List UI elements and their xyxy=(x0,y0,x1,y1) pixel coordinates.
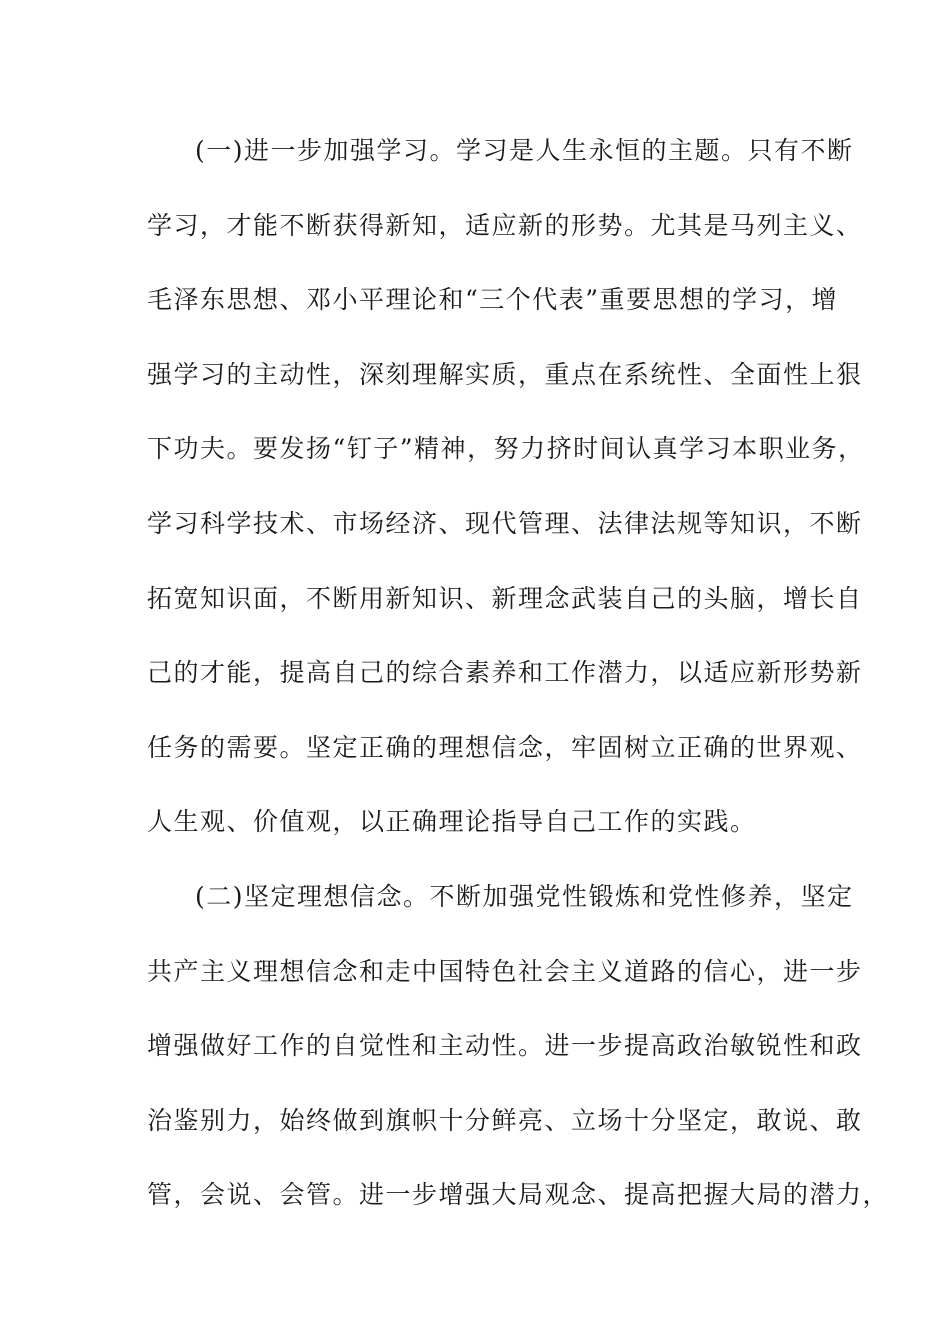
paragraph-2-line-4: 治鉴别力，始终做到旗帜十分鲜亮、立场十分坚定，敢说、敢 xyxy=(147,1105,863,1135)
paragraph-1-line-6: 学习科学技术、市场经济、现代管理、法律法规等知识，不断 xyxy=(147,508,863,538)
paragraph-1-line-5: 下功夫。要发扬“钉子”精神，努力挤时间认真学习本职业务， xyxy=(147,434,865,464)
paragraph-1-line-2: 学习，才能不断获得新知，适应新的形势。尤其是马列主义、 xyxy=(147,210,863,240)
paragraph-1-line-9: 任务的需要。坚定正确的理想信念，牢固树立正确的世界观、 xyxy=(147,732,863,762)
paragraph-1-line-7: 拓宽知识面，不断用新知识、新理念武装自己的头脑，增长自 xyxy=(147,583,863,613)
paragraph-2-line-3: 增强做好工作的自觉性和主动性。进一步提高政治敏锐性和政 xyxy=(147,1031,863,1061)
paragraph-1-line-4: 强学习的主动性，深刻理解实质，重点在系统性、全面性上狠 xyxy=(147,359,863,389)
paragraph-2-line-5: 管，会说、会管。进一步增强大局观念、提高把握大局的潜力， xyxy=(147,1180,890,1210)
paragraph-2-line-2: 共产主义理想信念和走中国特色社会主义道路的信心，进一步 xyxy=(147,956,863,986)
document-body xyxy=(147,128,890,1247)
paragraph-2-line-1: (二)坚定理想信念。不断加强党性锻炼和党性修养，坚定 xyxy=(195,881,854,911)
paragraph-1-line-1: (一)进一步加强学习。学习是人生永恒的主题。只有不断 xyxy=(195,136,854,165)
paragraph-1-line-8: 己的才能，提高自己的综合素养和工作潜力，以适应新形势新 xyxy=(147,658,863,688)
paragraph-1-line-3: 毛泽东思想、邓小平理论和“三个代表”重要思想的学习，增 xyxy=(147,285,839,315)
paragraph-1-line-10: 人生观、价值观，以正确理论指导自己工作的实践。 xyxy=(147,807,757,837)
